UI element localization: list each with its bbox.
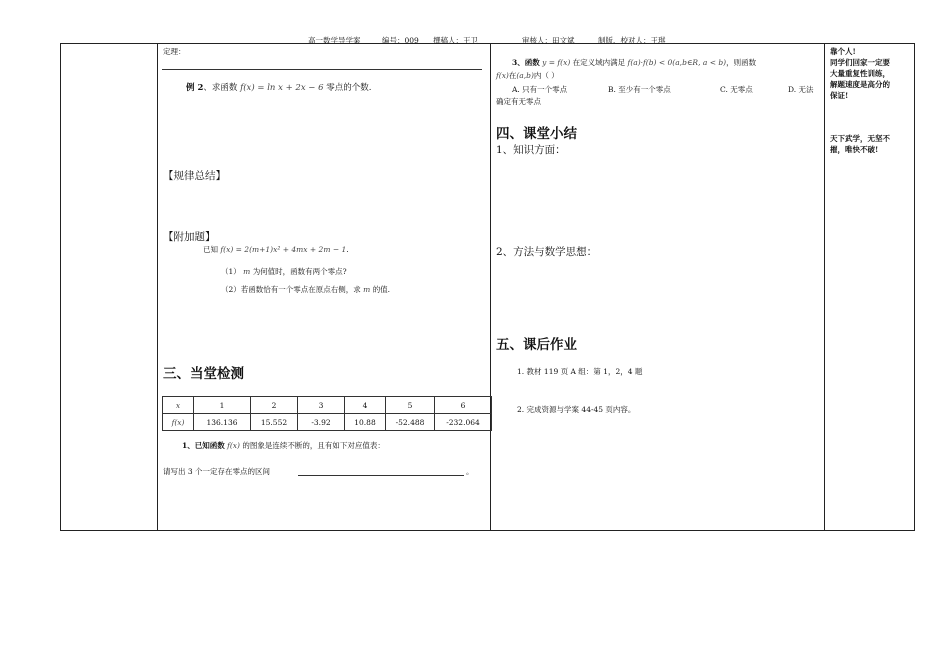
extra-formula: f(x) = 2(m+1)x² + 4mx + 2m − 1 [220, 245, 347, 254]
q3-formula1: y = f(x) [542, 58, 571, 67]
side-note-line: 靠个人! [830, 47, 856, 56]
option-d: D. 无法 [788, 85, 814, 94]
q1-var: m [243, 267, 251, 276]
q2-num: （2） [221, 285, 241, 294]
q3-formula3: f(x) [496, 71, 509, 80]
option-c: C. 无零点 [720, 85, 753, 94]
side-note-line: 保证! [830, 91, 849, 100]
homework-2: 2. 完成资源与学案 44-45 页内容。 [517, 405, 636, 414]
extra-problem-heading: 【附加题】 [163, 231, 216, 243]
check-question-1-ask [163, 466, 270, 477]
table-cell: 10.88 [345, 414, 386, 431]
table-header-f: f(x) [163, 414, 194, 431]
table-cell: 5 [386, 397, 435, 414]
column-divider-2 [490, 43, 491, 531]
rule-summary-heading: 【规律总结】 [163, 170, 226, 182]
q2-end: 的值. [372, 285, 391, 294]
table-cell: 2 [251, 397, 298, 414]
q3-paren: 内（ ） [533, 71, 559, 80]
side-note-line: 解题速度是高分的 [830, 80, 890, 89]
table-cell: -52.488 [386, 414, 435, 431]
table-cell: -232.064 [435, 414, 492, 431]
check-question-1 [182, 440, 385, 451]
header-editor: 制版、校对人：王琪 [598, 36, 666, 45]
table-cell: 1 [194, 397, 251, 414]
table-cell: 3 [298, 397, 345, 414]
column-divider-1 [157, 43, 158, 531]
table-cell: -3.92 [298, 414, 345, 431]
knowledge-label: 1、知识方面： [496, 144, 566, 156]
answer-underline [298, 475, 464, 476]
table-cell: 6 [435, 397, 492, 414]
q3-post: ，则函数 [726, 58, 757, 67]
q3-pre: 3、函数 [512, 58, 540, 67]
side-note-line: 同学们回家一定要 [830, 58, 890, 67]
table-cell: 136.136 [194, 414, 251, 431]
q1-num: （1） [221, 267, 241, 276]
side-note-line: 大量重复性训练， [830, 69, 890, 78]
example2-pre: 、求函数 [203, 83, 238, 93]
theorem-underline [162, 69, 482, 70]
table-row-f [163, 414, 492, 431]
page-frame [60, 43, 915, 531]
table-cell: 15.552 [251, 414, 298, 431]
q3-mid: 在定义域内满足 [572, 58, 626, 67]
question-3 [512, 57, 756, 68]
q1-text: 为何值时，函数有两个零点? [252, 267, 347, 276]
option-d-cont: 确定有无零点 [496, 97, 541, 106]
example2-formula: f(x) = ln x + 2x − 6 [240, 83, 324, 93]
side-note-2 [830, 133, 890, 155]
column-divider-3 [824, 43, 825, 531]
example2-post: 零点的个数. [326, 83, 372, 93]
q3-in: 在 [508, 71, 517, 80]
section-4-heading: 四、课堂小结 [496, 126, 577, 142]
method-label: 2、方法与数学思想： [496, 246, 598, 258]
table-row-x [163, 397, 492, 414]
question-3-line2 [496, 70, 559, 81]
extra-problem-statement [203, 244, 349, 255]
value-table [162, 396, 492, 431]
q2-text: 若函数恰有一个零点在原点右侧，求 [240, 285, 361, 294]
header-course: 高一数学导学案 [308, 36, 361, 45]
extra-question-1 [221, 266, 347, 277]
theorem-label: 定理： [163, 47, 186, 56]
check1-ask: 请写出 3 个一定存在零点的区间 [163, 467, 271, 476]
section-3-heading: 三、当堂检测 [163, 366, 244, 382]
extra-pre: 已知 [203, 245, 218, 254]
side-note-line: 摧，唯快不破! [830, 145, 879, 154]
example-2 [186, 81, 371, 93]
header-author: 撰稿人：王卫 [433, 36, 478, 45]
table-cell: 4 [345, 397, 386, 414]
side-note-line: 天下武学，无坚不 [830, 134, 890, 143]
check1-post: 的图象是连续不断的，且有如下对应值表： [242, 441, 385, 450]
header-reviewer: 审核人：田文斌 [522, 36, 575, 45]
option-b: B. 至少有一个零点 [608, 85, 671, 94]
extra-question-2 [221, 284, 390, 295]
q3-interval: (a,b) [516, 71, 534, 80]
extra-end: . [346, 245, 349, 254]
check1-formula: f(x) [227, 441, 240, 450]
side-note-1 [830, 46, 890, 101]
option-a: A. 只有一个零点 [512, 85, 568, 94]
section-5-heading: 五、课后作业 [496, 337, 577, 353]
check1-end: 。 [466, 467, 474, 476]
q3-formula2: f(a)·f(b) < 0(a,b∈R, a < b) [627, 58, 727, 67]
example2-label: 例 2 [186, 83, 204, 93]
check1-pre: 1、已知函数 [182, 441, 225, 450]
header-number: 编号：009 [382, 36, 419, 45]
table-header-x: x [163, 397, 194, 414]
q2-var: m [363, 285, 371, 294]
homework-1: 1. 教材 119 页 A 组：第 1，2，4 题 [517, 367, 643, 376]
